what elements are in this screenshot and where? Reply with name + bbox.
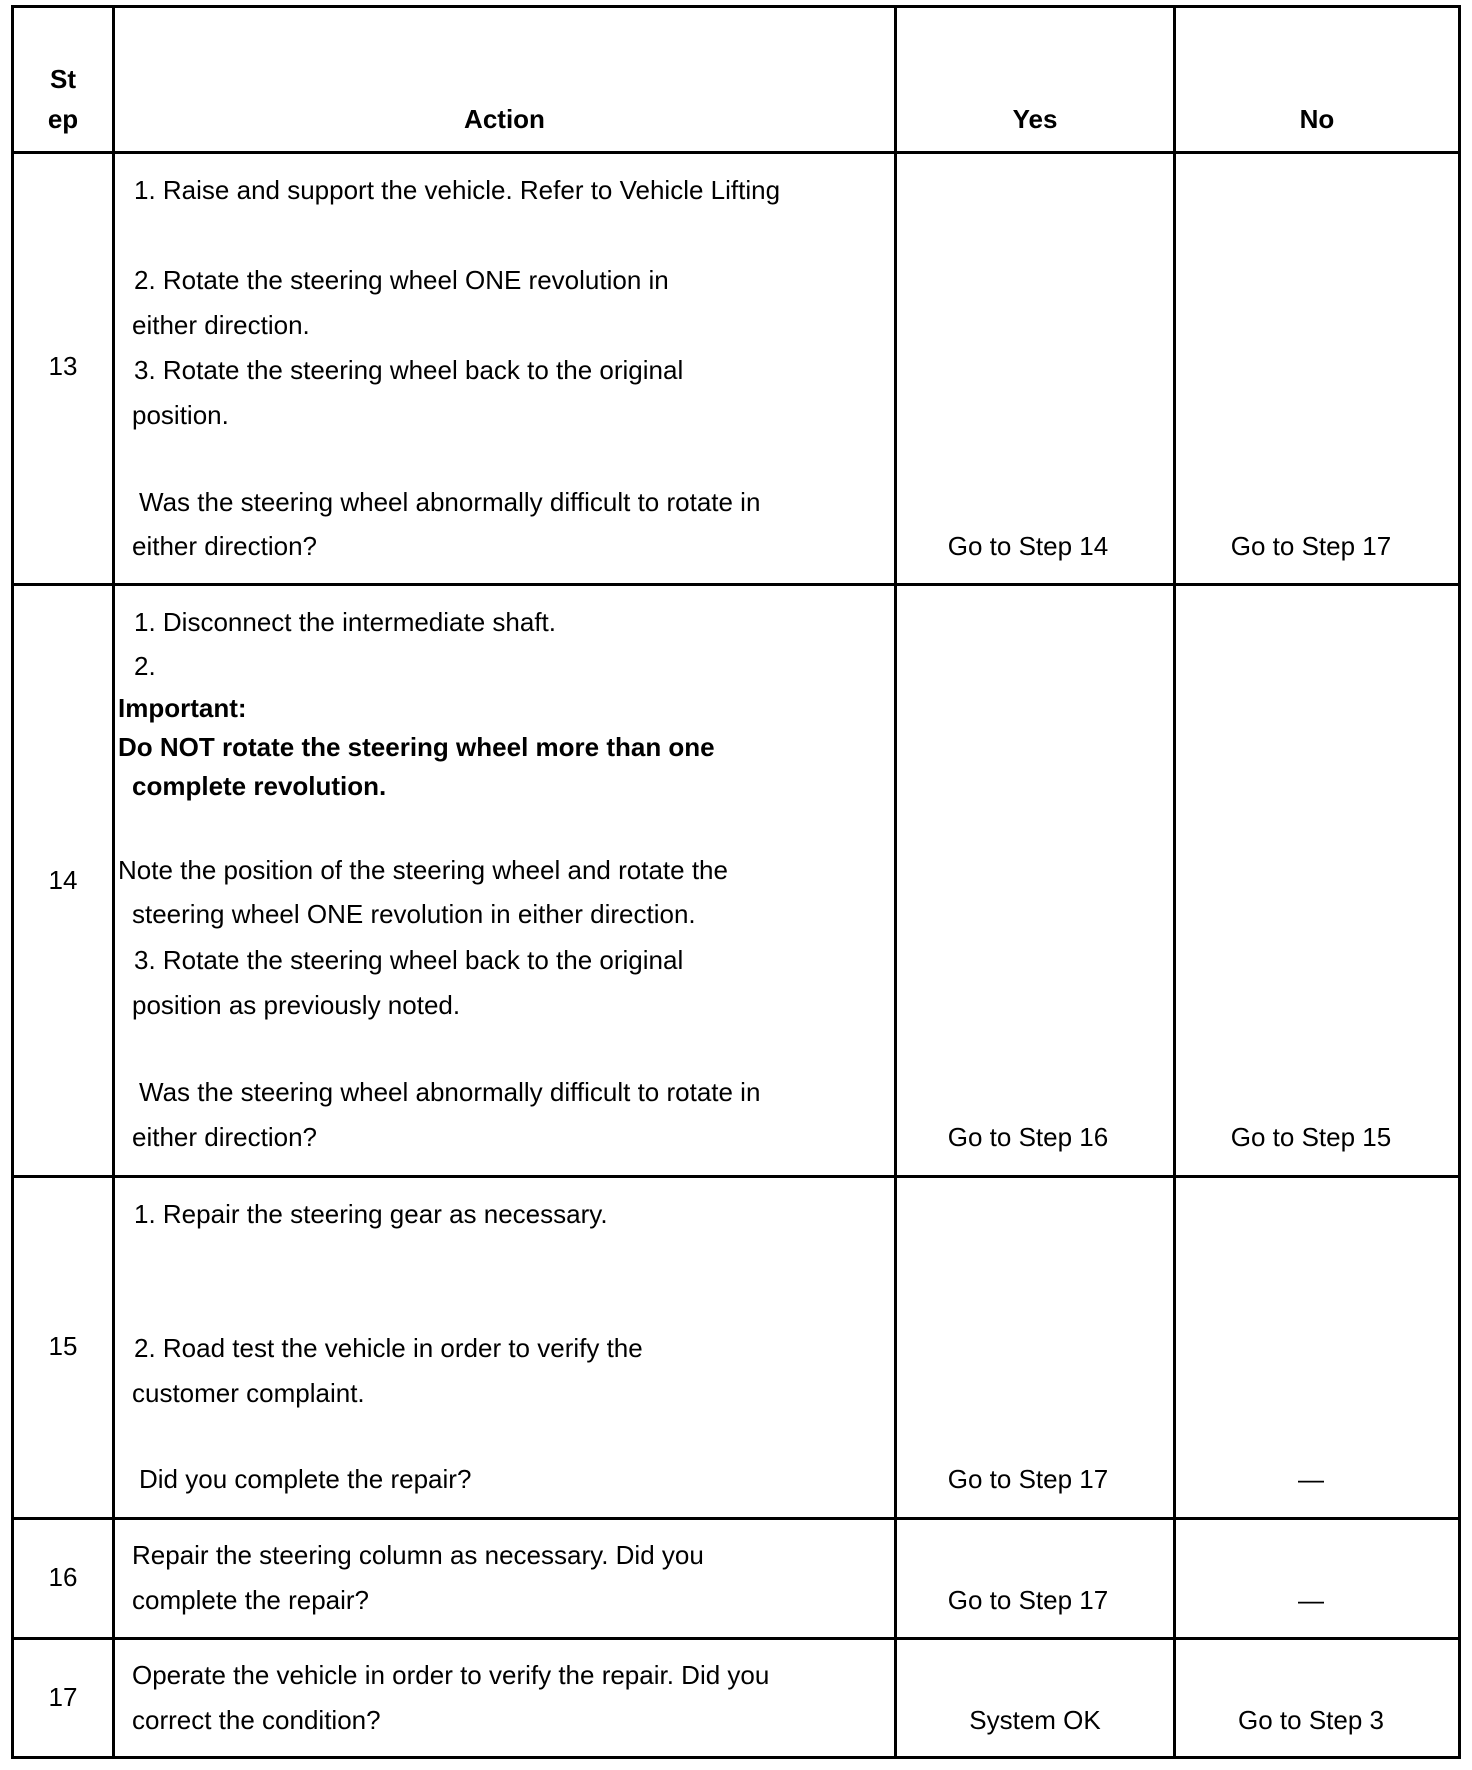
action-line: Was the steering wheel abnormally difficult to rotate in [139,487,761,517]
step-number: 14 [48,865,78,895]
no-result: Go to Step 17 [1230,531,1392,561]
action-line: Was the steering wheel abnormally difficult to rotate in [139,1077,761,1107]
action-line: 1. Raise and support the vehicle. Refer to Vehicle Lifting [134,175,781,205]
header-step: St ep [47,64,79,134]
step-number: 16 [48,1562,78,1592]
step-number: 13 [48,351,78,381]
header-no: No [1299,104,1335,134]
action-line: 2. Road test the vehicle in order to verify the [134,1333,643,1363]
step-number: 15 [48,1331,78,1361]
row-divider [11,151,1461,154]
row-divider [11,1637,1461,1640]
row-divider [11,1175,1461,1178]
yes-result: Go to Step 14 [947,531,1109,561]
action-line: 2. [134,651,156,681]
action-line: Operate the vehicle in order to verify the repair. Did you [132,1660,770,1690]
action-line: Note the position of the steering wheel and rotate the [118,855,728,885]
action-line: position. [132,400,229,430]
step-number: 17 [48,1682,78,1712]
no-result: Go to Step 3 [1238,1705,1384,1735]
table-border-bottom [11,1756,1461,1759]
action-line: customer complaint. [132,1378,365,1408]
important-label: Important: [118,693,247,723]
action-line: 3. Rotate the steering wheel back to the original [134,945,684,975]
yes-result: Go to Step 16 [947,1122,1109,1152]
column-divider [894,5,897,1759]
action-line: 2. Rotate the steering wheel ONE revolution in [134,265,669,295]
table-border-right [1458,5,1461,1759]
yes-result: System OK [969,1705,1101,1735]
row-divider [11,583,1461,586]
column-divider [1173,5,1176,1759]
action-line: 1. Disconnect the intermediate shaft. [134,607,557,637]
action-line: Repair the steering column as necessary. Did you [132,1540,704,1570]
no-result: Go to Step 15 [1230,1122,1392,1152]
header-action: Action [464,104,545,134]
column-divider [112,5,115,1759]
header-yes: Yes [1012,104,1058,134]
no-result: — [1298,1585,1324,1615]
action-line: complete the repair? [132,1585,370,1615]
important-note: complete revolution. [132,771,387,801]
action-line: correct the condition? [132,1705,381,1735]
action-line: 1. Repair the steering gear as necessary. [134,1199,608,1229]
important-note: Do NOT rotate the steering wheel more than one [118,732,715,762]
table-border-top [11,5,1461,8]
action-line: steering wheel ONE revolution in either direction. [132,899,696,929]
no-result: — [1298,1464,1324,1494]
action-line: either direction. [132,310,310,340]
row-divider [11,1517,1461,1520]
yes-result: Go to Step 17 [947,1585,1109,1615]
action-line: Did you complete the repair? [139,1464,472,1494]
yes-result: Go to Step 17 [947,1464,1109,1494]
action-line: 3. Rotate the steering wheel back to the original [134,355,684,385]
action-line: either direction? [132,531,317,561]
action-line: position as previously noted. [132,990,461,1020]
action-line: either direction? [132,1122,317,1152]
